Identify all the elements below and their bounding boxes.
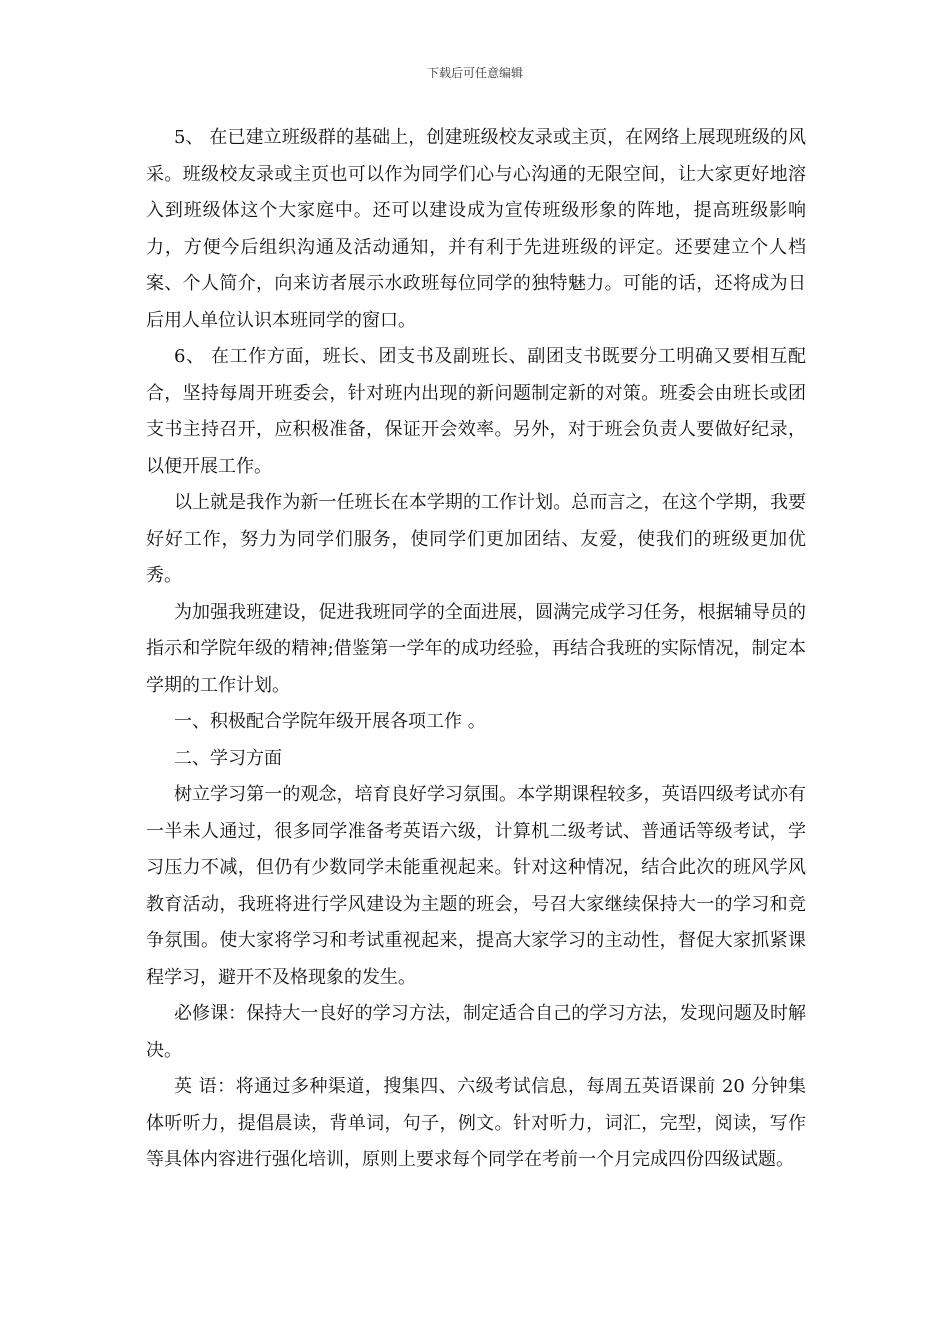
paragraph-study-atmosphere: 树立学习第一的观念，培育良好学习氛围。本学期课程较多，英语四级考试亦有一半未人通过，很多同学准备考英语六级，计算机二级考试、普通话等级考试，学习压力不减，但仍有少数同学未能重视起来。针对这种情况，结合此次的班风学风教育活动，我班将进行学风建设为主题的班会，号召大家继续保持大一的学习和竞争氛围。使大家将学习和考试重视起来，提高大家学习的主动性，督促大家抓紧课程学习，避开不及格现象的发生。 bbox=[146, 784, 806, 988]
paragraph-item-6: 6、 在工作方面，班长、团支书及副班长、副团支书既要分工明确又要相互配合，坚持每周开班委会，针对班内出现的新问题制定新的对策。班委会由班长或团支书主持召开，应积极准备，保证开会效率。另外，对于班会负责人要做好纪录，以便开展工作。 bbox=[146, 346, 806, 477]
section-heading-1: 一、积极配合学院年级开展各项工作 。 bbox=[174, 711, 486, 732]
paragraph-required-courses: 必修课：保持大一良好的学习方法，制定适合自己的学习方法，发现问题及时解决。 bbox=[146, 1003, 806, 1061]
page-header: 下载后可任意编辑 bbox=[426, 66, 523, 80]
document-body bbox=[146, 120, 806, 1179]
section-heading-2: 二、学习方面 bbox=[174, 747, 282, 769]
paragraph-item-5: 5、 在已建立班级群的基础上，创建班级校友录或主页，在网络上展现班级的风采。班级校友录或主页也可以作为同学们心与心沟通的无限空间，让大家更好地溶入到班级体这个大家庭中。还可以建设成为宣传班级形象的阵地，提高班级影响力，方便今后组织沟通及活动通知，并有利于先进班级的评定。还要建立个人档案、个人简介，向来访者展示水政班每位同学的独特魅力。可能的话，还将成为日后用人单位认识本班同学的窗口。 bbox=[146, 127, 806, 331]
paragraph-intro: 为加强我班建设，促进我班同学的全面进展，圆满完成学习任务，根据辅导员的指示和学院年级的精神;借鉴第一学年的成功经验，再结合我班的实际情况，制定本学期的工作计划。 bbox=[146, 601, 806, 696]
paragraph-summary: 以上就是我作为新一任班长在本学期的工作计划。总而言之，在这个学期，我要好好工作，努力为同学们服务，使同学们更加团结、友爱，使我们的班级更加优秀。 bbox=[146, 492, 806, 586]
paragraph-english: 英 语：将通过多种渠道，搜集四、六级考试信息，每周五英语课前 20 分钟集体听听力，提倡晨读，背单词，句子，例文。针对听力，词汇，完型，阅读，写作等具体内容进行强化培训，原则上要求每个同学在考前一个月完成四份四级试题。 bbox=[146, 1076, 806, 1170]
